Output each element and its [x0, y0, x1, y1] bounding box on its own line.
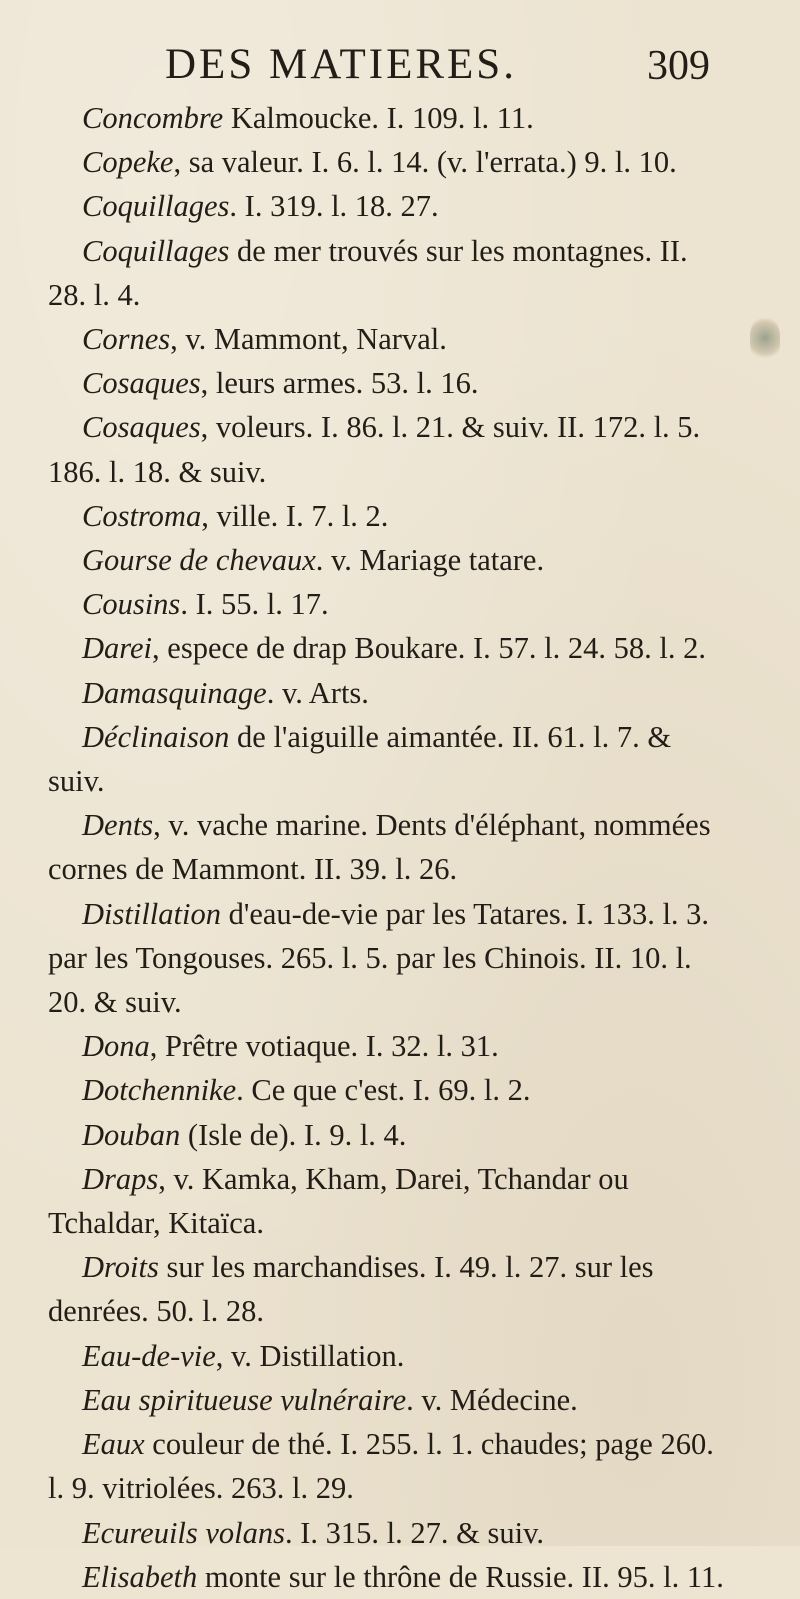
index-entry	[48, 1157, 724, 1245]
margin-stain-ornament	[750, 318, 780, 362]
running-head: DES MATIERES.	[165, 41, 517, 88]
entry-term: Dona	[82, 1029, 150, 1064]
index-entry	[48, 1024, 724, 1068]
entry-text: , voleurs. I. 86. l. 21. & suiv. II. 172. l. 5. 186. l. 18. & suiv.	[48, 410, 701, 489]
entry-text: Kalmoucke. I. 109. l. 11.	[223, 101, 534, 135]
entry-term: Coquillages	[82, 189, 230, 224]
entry-term: Dents	[82, 808, 154, 843]
entry-text: . v. Médecine.	[406, 1382, 578, 1417]
entry-text: , v. vache marine. Dents d'éléphant, nommées cornes de Mammont. II. 39. l. 26.	[48, 808, 711, 887]
index-entry	[48, 361, 724, 405]
entry-term: Eau spiritueuse vulnéraire	[82, 1382, 407, 1417]
entry-term: Copeke	[82, 145, 174, 180]
entry-text: , v. Distillation.	[215, 1338, 405, 1373]
entry-term: Concombre	[82, 101, 224, 135]
entry-text: . I. 319. l. 18. 27.	[229, 189, 439, 224]
entry-text: , ville. I. 7. l. 2.	[201, 498, 389, 533]
entry-text: de l'aiguille aimantée. II. 61. l. 7. & suiv.	[48, 719, 672, 799]
index-entry	[48, 803, 724, 891]
entry-term: Darei	[82, 631, 153, 666]
entry-text: d'eau-de-vie par les Tatares. I. 133. l. 3. par les Tongouses. 265. l. 5. par les Chinois. II. 10. l. 20. & suiv.	[48, 896, 710, 1020]
entry-term: Ecureuils volans	[82, 1515, 286, 1550]
index-entries	[48, 96, 724, 1599]
entry-term: Dotchennike	[82, 1073, 237, 1108]
entry-term: Déclinaison	[82, 719, 230, 754]
index-entry	[48, 184, 724, 228]
index-entry	[48, 1245, 724, 1333]
entry-text: couleur de thé. I. 255. l. 1. chaudes; page 260. l. 9. vitriolées. 263. l. 29.	[48, 1427, 714, 1506]
entry-text: (Isle de). I. 9. l. 4.	[180, 1117, 407, 1152]
entry-text: . v. Mariage tatare.	[315, 543, 545, 578]
index-entry	[48, 1068, 724, 1112]
index-entry	[48, 582, 724, 626]
entry-text: , sa valeur. I. 6. l. 14. (v. l'errata.) 9. l. 10.	[173, 145, 677, 180]
entry-term: Distillation	[82, 896, 221, 931]
entry-term: Elisabeth	[82, 1559, 198, 1594]
entry-text: , espece de drap Boukare. I. 57. l. 24. 58. l. 2.	[152, 631, 706, 666]
index-entry	[48, 317, 724, 361]
entry-term: Cosaques	[82, 366, 201, 401]
entry-term: Draps	[82, 1161, 159, 1196]
entry-text: . I. 315. l. 27. & suiv.	[285, 1515, 544, 1550]
index-entry	[48, 229, 724, 317]
entry-term: Cousins	[82, 587, 181, 622]
index-entry	[48, 715, 724, 803]
index-entry	[48, 892, 724, 1025]
index-entry	[48, 1113, 724, 1157]
index-entry	[48, 538, 724, 582]
entry-text: , Prêtre votiaque. I. 32. l. 31.	[149, 1029, 499, 1064]
index-entry	[48, 671, 724, 715]
index-entry	[48, 1422, 724, 1510]
entry-text: monte sur le thrône de Russie. II. 95. l. 11.	[197, 1559, 724, 1594]
entry-text: , leurs armes. 53. l. 16.	[200, 366, 479, 401]
index-entry	[48, 1378, 724, 1422]
page-number: 309	[647, 43, 710, 89]
index-entry	[48, 96, 724, 140]
entry-text: , v. Kamka, Kham, Darei, Tchandar ou Tchaldar, Kitaïca.	[48, 1161, 629, 1241]
entry-text: , v. Mammont, Narval.	[170, 322, 447, 357]
entry-text: . Ce que c'est. I. 69. l. 2.	[236, 1073, 531, 1108]
index-entry	[48, 1511, 724, 1555]
index-entry	[48, 626, 724, 670]
entry-term: Cornes	[82, 322, 171, 357]
entry-term: Eaux	[82, 1427, 145, 1462]
entry-text: . v. Arts.	[266, 675, 369, 710]
entry-term: Damasquinage	[82, 675, 267, 710]
entry-text: de mer trouvés sur les montagnes. II. 28. l. 4.	[48, 233, 688, 312]
entry-term: Douban	[82, 1117, 181, 1152]
index-entry	[48, 1555, 724, 1599]
entry-term: Cosaques	[82, 410, 201, 445]
entry-term: Costroma	[82, 498, 202, 533]
entry-term: Coquillages	[82, 233, 230, 268]
entry-term: Gourse de chevaux	[82, 543, 316, 578]
entry-text: sur les marchandises. I. 49. l. 27. sur les denrées. 50. l. 28.	[48, 1250, 654, 1329]
entry-term: Eau-de-vie	[82, 1338, 216, 1373]
index-entry	[48, 405, 724, 493]
index-entry	[48, 494, 724, 538]
index-entry	[48, 1334, 724, 1378]
entry-text: . I. 55. l. 17.	[180, 587, 329, 622]
entry-term: Droits	[82, 1250, 159, 1285]
page-header	[70, 40, 710, 96]
index-entry	[48, 140, 724, 184]
